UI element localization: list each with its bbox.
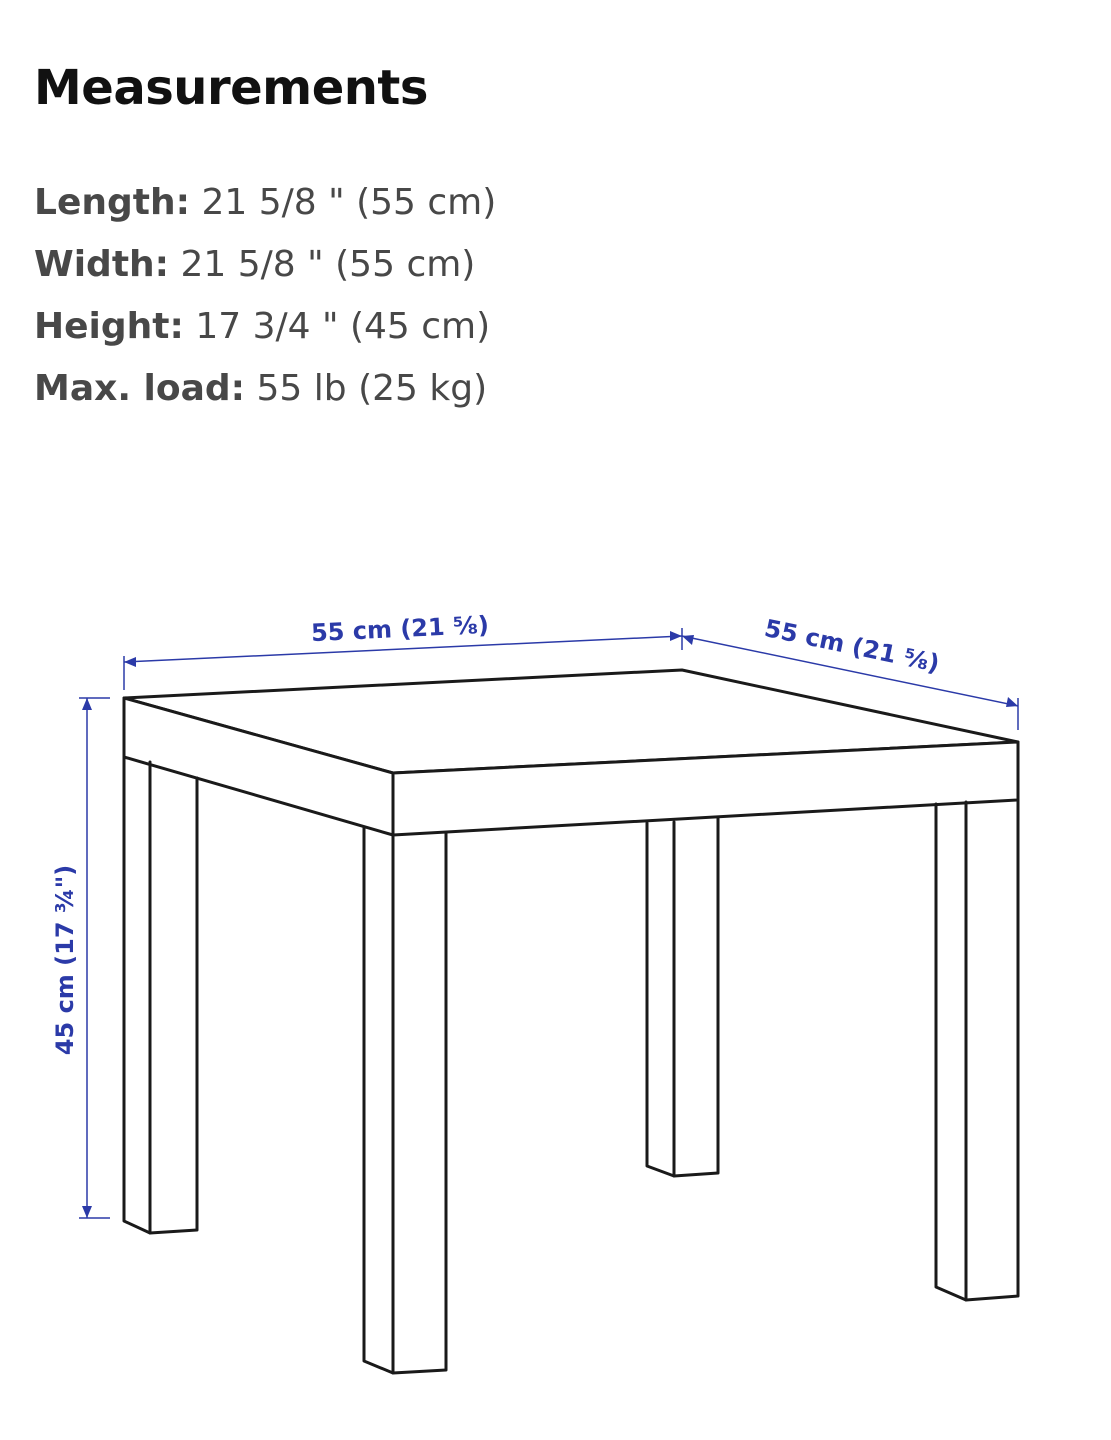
measurement-label: Max. load: xyxy=(34,368,246,409)
measurement-value: 21 5/8 " (55 cm) xyxy=(169,244,476,285)
page-title: Measurements xyxy=(34,60,428,116)
table-leg-back xyxy=(647,818,718,1176)
measurements-list xyxy=(34,172,496,420)
measurement-label: Length: xyxy=(34,182,190,223)
measurement-max-load xyxy=(34,358,496,420)
width-dimension-label: 55 cm (21 ⅝) xyxy=(762,614,942,678)
length-dimension-label: 55 cm (21 ⅝) xyxy=(310,610,490,648)
measurement-value: 21 5/8 " (55 cm) xyxy=(190,182,497,223)
table-drawing xyxy=(124,670,1018,1373)
table-dimension-diagram xyxy=(0,560,1111,1420)
measurement-value: 17 3/4 " (45 cm) xyxy=(183,306,491,347)
measurement-label: Width: xyxy=(34,244,170,285)
measurement-value: 55 lb (25 kg) xyxy=(245,368,488,409)
table-leg-front xyxy=(364,827,446,1373)
measurement-width xyxy=(34,234,496,296)
measurement-length xyxy=(34,172,496,234)
height-dimension-label: 45 cm (17 ¾") xyxy=(51,864,79,1056)
measurement-label: Height: xyxy=(34,306,184,347)
table-leg-left xyxy=(124,757,197,1233)
table-leg-right xyxy=(936,800,1018,1300)
measurement-height xyxy=(34,296,496,358)
